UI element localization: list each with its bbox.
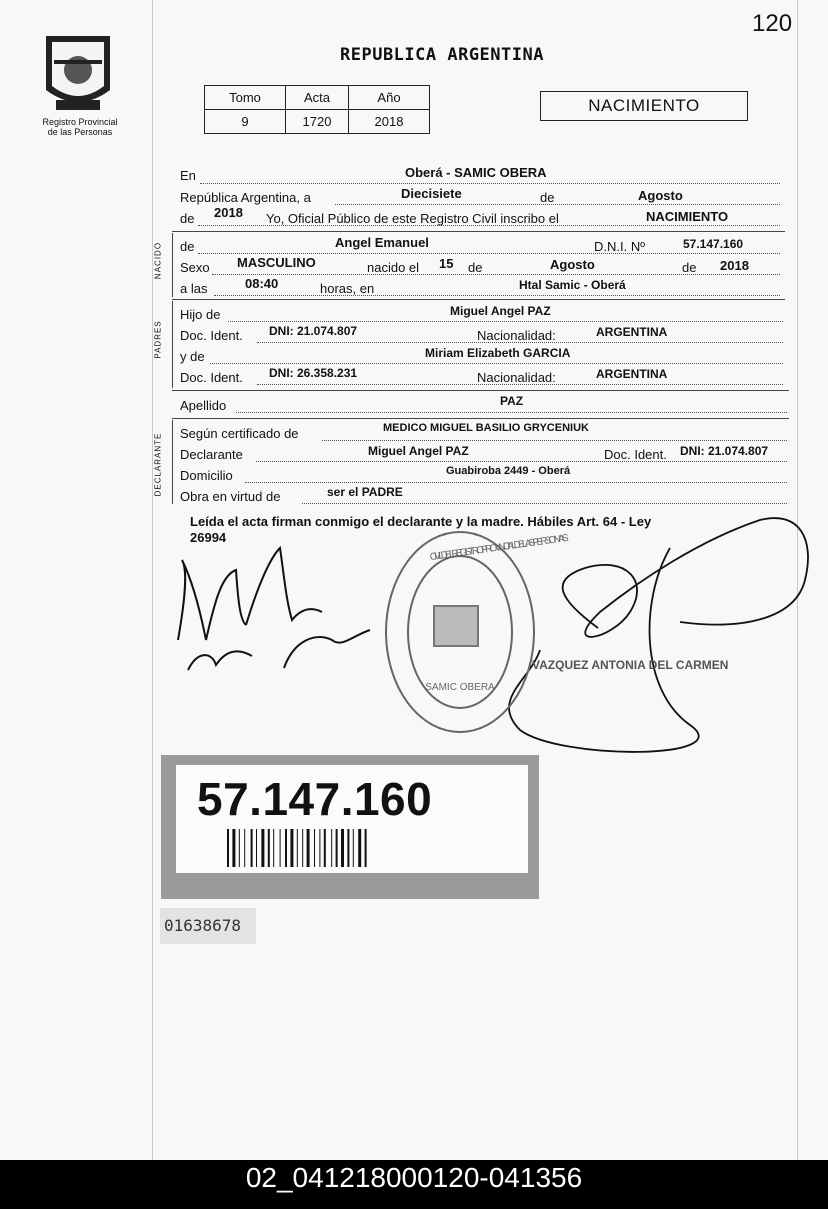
- value-apellido: PAZ: [500, 394, 524, 408]
- barcode-bar: [251, 829, 253, 867]
- signature-left: [178, 548, 370, 670]
- value-lugar: Oberá - SAMIC OBERA: [405, 165, 547, 180]
- side-label-padres: PADRES: [153, 320, 163, 359]
- table-value-anio: 2018: [349, 110, 430, 134]
- barcode-bar: [314, 829, 315, 867]
- barcode-bar: [290, 829, 293, 867]
- label-nacionalidad: Nacionalidad:: [477, 328, 556, 343]
- value-anio: 2018: [214, 205, 243, 220]
- footer-filename: 02_041218000120-041356: [245, 1162, 583, 1193]
- side-label-nacido: NACIDO: [153, 241, 163, 280]
- label-de: de: [540, 190, 555, 205]
- barcode-bar: [261, 829, 264, 867]
- closing-line1: Leída el acta firman conmigo el declarante y la madre. Hábiles Art. 64 - Ley: [190, 514, 652, 529]
- value-hora: 08:40: [245, 276, 279, 291]
- value-padre: Miguel Angel PAZ: [450, 304, 551, 318]
- label-hijo-de: Hijo de: [180, 307, 221, 322]
- value-domicilio: Guabiroba 2449 - Oberá: [446, 465, 571, 477]
- logo-caption-line1: Registro Provincial: [42, 117, 118, 127]
- label-de2: de: [180, 211, 195, 226]
- stamp-center-text: SAMIC OBERA: [425, 682, 495, 693]
- label-y-de: y de: [180, 349, 205, 364]
- label-segun: Según certificado de: [180, 426, 299, 441]
- official-stamp: [386, 532, 534, 732]
- table-value-acta: 1720: [286, 110, 349, 134]
- document-type-box: NACIMIENTO: [540, 91, 748, 121]
- value-madre-nac: ARGENTINA: [596, 367, 668, 381]
- table-header-anio: Año: [349, 86, 430, 110]
- label-dni: D.N.I. Nº: [594, 239, 645, 254]
- barcode: [227, 829, 435, 867]
- barcode-bar: [273, 829, 274, 867]
- document-title: REPUBLICA ARGENTINA: [340, 45, 544, 65]
- value-dia: 15: [439, 256, 454, 271]
- label-yo: Yo, Oficial Público de este Registro Civil inscribo el: [266, 211, 559, 226]
- barcode-bar: [319, 829, 320, 867]
- value-madre-dni: DNI: 26.358.231: [269, 366, 358, 380]
- value-padre-dni: DNI: 21.074.807: [269, 324, 358, 338]
- label-de-nombre: de: [180, 239, 195, 254]
- value-obra: ser el PADRE: [327, 485, 403, 499]
- barcode-bar: [285, 829, 287, 867]
- label-nacionalidad2: Nacionalidad:: [477, 370, 556, 385]
- value-declarante: Miguel Angel PAZ: [368, 444, 469, 458]
- label-republica: República Argentina, a: [180, 190, 311, 205]
- barcode-bar: [331, 829, 332, 867]
- label-a-las: a las: [180, 281, 208, 296]
- table-value-tomo: 9: [205, 110, 286, 134]
- closing-line2: 26994: [190, 530, 227, 545]
- barcode-bar: [307, 829, 310, 867]
- barcode-bar: [239, 829, 240, 867]
- value-mes-nac: Agosto: [550, 257, 595, 272]
- barcode-bar: [244, 829, 245, 867]
- barcode-bar: [268, 829, 270, 867]
- sticker-number: 57.147.160: [197, 773, 433, 825]
- value-dni: 57.147.160: [683, 237, 744, 251]
- barcode-bar: [336, 829, 338, 867]
- barcode-bar: [358, 829, 361, 867]
- barcode-bar: [297, 829, 298, 867]
- value-certificado: MEDICO MIGUEL BASILIO GRYCENIUK: [383, 422, 589, 434]
- official-name: VAZQUEZ ANTONIA DEL CARMEN: [532, 658, 729, 672]
- label-declarante: Declarante: [180, 447, 243, 462]
- barcode-bar: [365, 829, 367, 867]
- value-lugar-nac: Htal Samic - Oberá: [519, 278, 626, 292]
- label-en: En: [180, 168, 196, 183]
- value-anio-nac: 2018: [720, 258, 749, 273]
- side-label-declarante: DECLARANTE: [153, 432, 163, 497]
- serial-number: 01638678: [164, 916, 242, 935]
- value-declarante-dni: DNI: 21.074.807: [680, 444, 769, 458]
- barcode-bar: [353, 829, 354, 867]
- label-horas-en: horas, en: [320, 281, 375, 296]
- barcode-bar: [347, 829, 349, 867]
- signature-right: [509, 518, 808, 752]
- value-sexo: MASCULINO: [237, 255, 316, 270]
- label-apellido: Apellido: [180, 398, 227, 413]
- label-de3: de: [468, 260, 483, 275]
- barcode-bar: [302, 829, 303, 867]
- value-dia-letras: Diecisiete: [401, 186, 462, 201]
- stamp-ring-text: CIVIL DEL REGISTRO PROVINCIAL DE LAS PERSONAS: [429, 532, 570, 564]
- label-sexo: Sexo: [180, 260, 210, 275]
- barcode-bar: [341, 829, 344, 867]
- label-doc-ident: Doc. Ident.: [180, 328, 243, 343]
- barcode-bar: [227, 829, 229, 867]
- barcode-bar: [232, 829, 235, 867]
- barcode-bar: [280, 829, 281, 867]
- value-acto: NACIMIENTO: [646, 209, 729, 224]
- value-nombre: Angel Emanuel: [335, 235, 429, 250]
- barcode-bar: [324, 829, 326, 867]
- label-de4: de: [682, 260, 697, 275]
- value-mes: Agosto: [638, 188, 683, 203]
- logo-caption-line2: de las Personas: [47, 127, 113, 137]
- value-madre: Miriam Elizabeth GARCIA: [425, 346, 571, 360]
- table-header-acta: Acta: [286, 86, 349, 110]
- label-doc-ident2: Doc. Ident.: [180, 370, 243, 385]
- table-header-tomo: Tomo: [205, 86, 286, 110]
- label-nacido-el: nacido el: [367, 260, 420, 275]
- page-number: 120: [752, 10, 793, 37]
- barcode-bar: [256, 829, 257, 867]
- label-doc-ident3: Doc. Ident.: [604, 447, 667, 462]
- label-domicilio: Domicilio: [180, 468, 233, 483]
- value-padre-nac: ARGENTINA: [596, 325, 668, 339]
- label-obra: Obra en virtud de: [180, 489, 281, 504]
